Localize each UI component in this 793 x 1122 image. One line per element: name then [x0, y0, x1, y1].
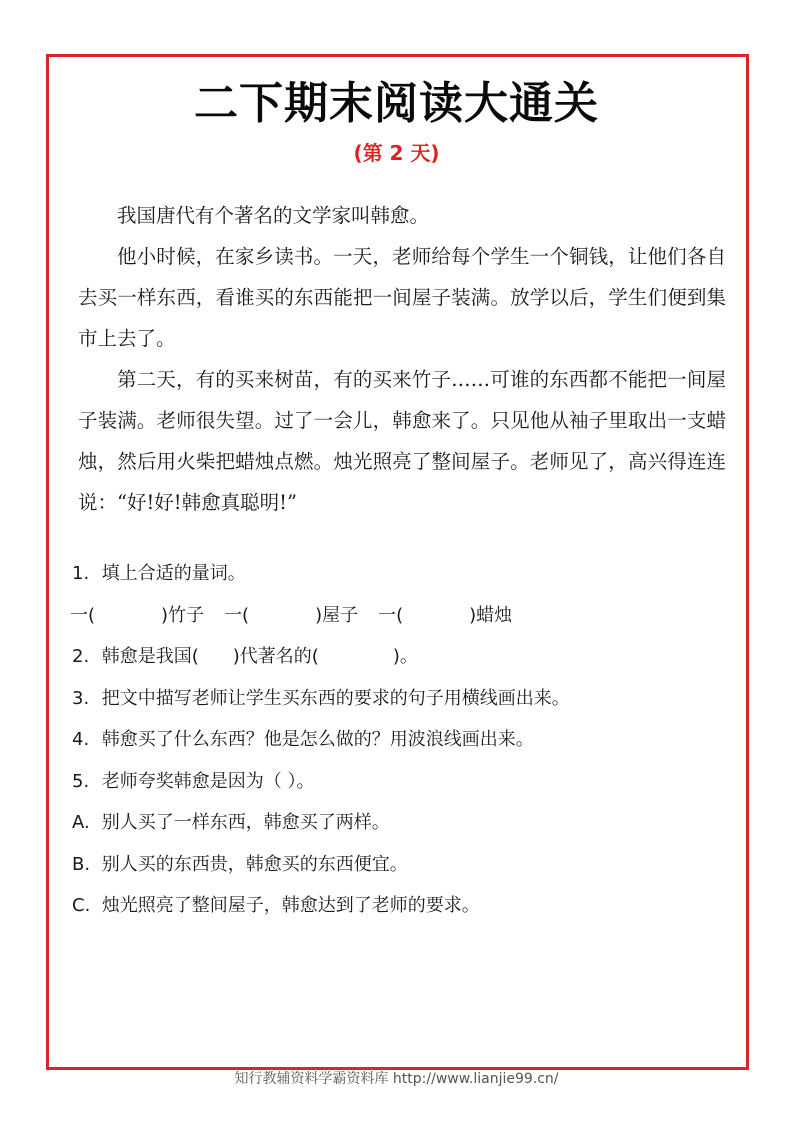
- question-number: 3.: [72, 687, 90, 709]
- question-5: [72, 761, 732, 803]
- question-1-blanks: [70, 595, 732, 637]
- question-text-part: )。: [392, 646, 418, 667]
- option-text: 烛光照亮了整间屋子，韩愈达到了老师的要求。: [101, 895, 480, 916]
- option-text: 别人买的东西贵，韩愈买的东西便宜。: [101, 853, 408, 875]
- option-b[interactable]: [72, 844, 732, 886]
- question-number: 5.: [72, 770, 90, 792]
- option-letter: B.: [72, 853, 91, 875]
- question-4: [72, 719, 732, 761]
- option-text: 别人买了一样东西，韩愈买了两样。: [101, 812, 390, 833]
- question-text: 把文中描写老师让学生买东西的要求的句子用横线画出来。: [101, 687, 570, 709]
- page-title: 二下期末阅读大通关: [194, 78, 599, 129]
- option-c[interactable]: [72, 885, 732, 927]
- blank-open: 一(: [378, 604, 404, 626]
- option-letter: C.: [72, 895, 91, 916]
- question-1: [72, 553, 732, 595]
- question-number: 4.: [72, 729, 90, 750]
- footer-watermark: 知行教辅资料学霸资料库 http://www.lianjie99.cn/: [234, 1071, 559, 1087]
- question-number: 2.: [72, 646, 90, 667]
- option-letter: A.: [72, 812, 90, 833]
- question-text-part: )代著名的(: [232, 646, 319, 667]
- question-text-part: 韩愈是我国(: [101, 646, 199, 667]
- option-a[interactable]: [72, 802, 732, 844]
- question-text: 韩愈买了什么东西？他是怎么做的？用波浪线画出来。: [101, 729, 534, 750]
- passage-paragraph-2: 他小时候，在家乡读书。一天，老师给每个学生一个铜钱，让他们各自去买一样东西，看谁买的东西能把一间屋子装满。放学以后，学生们便到集市上去了。: [78, 245, 726, 350]
- blank-close: )竹子: [161, 604, 205, 626]
- day-subtitle: (第 2 天): [353, 141, 440, 165]
- question-text: 填上合适的量词。: [101, 563, 246, 584]
- blank-open: 一(: [70, 604, 96, 626]
- blank-close: )蜡烛: [469, 604, 513, 626]
- question-2: [72, 636, 732, 678]
- question-text: 老师夸奖韩愈是因为（ ）。: [101, 770, 315, 792]
- question-number: 1.: [72, 563, 90, 584]
- question-list: [72, 553, 732, 927]
- reading-passage: [78, 195, 726, 523]
- blank-close: )屋子: [315, 604, 359, 626]
- question-3: [72, 678, 732, 720]
- blank-open: 一(: [224, 604, 250, 626]
- passage-paragraph-1: 我国唐代有个著名的文学家叫韩愈。: [117, 204, 430, 227]
- passage-paragraph-3: 第二天，有的买来树苗，有的买来竹子……可谁的东西都不能把一间屋子装满。老师很失望。过了一会儿，韩愈来了。只见他从袖子里取出一支蜡烛，然后用火柴把蜡烛点燃。烛光照亮了整间屋子。老师见了，高兴得连连说：“好!好!韩愈真聪明!”: [78, 368, 726, 514]
